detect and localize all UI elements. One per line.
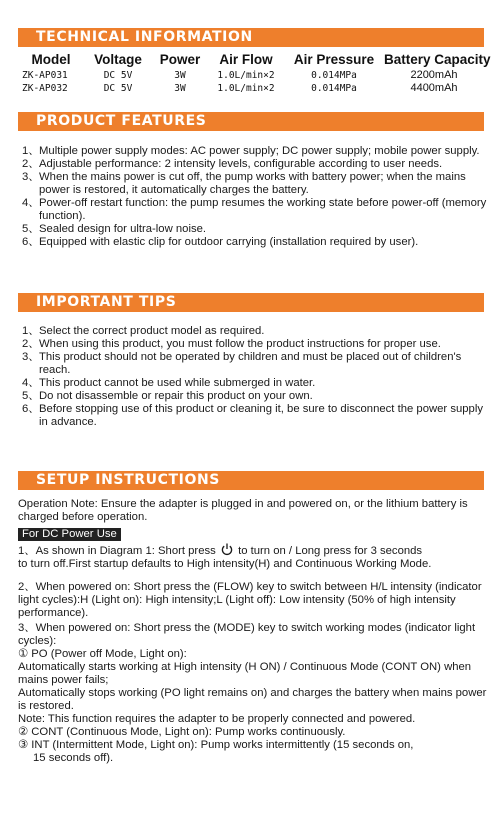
cell-model: ZK-AP032 (22, 83, 68, 94)
spec-table (18, 51, 491, 95)
cell-battery: 4400mAh (410, 82, 458, 94)
col-header: Air Flow (219, 52, 273, 67)
list-item: 5、Sealed design for ultra-low noise. (22, 223, 207, 235)
cell-battery: 2200mAh (410, 69, 458, 81)
list-item: 6、Equipped with elastic clip for outdoor carrying (installation required by user). (22, 236, 419, 248)
section-header-setup: SETUP INSTRUCTIONS (18, 471, 484, 490)
table-row (18, 82, 484, 95)
features-list (22, 145, 492, 249)
mode-po-line-1: Automatically starts working at High intensity (H ON) / Continuous Mode (CONT ON) when mains power fails; (18, 661, 472, 686)
tips-list (22, 325, 492, 429)
col-header: Model (31, 52, 71, 67)
cell-pressure: 0.014MPa (311, 83, 357, 94)
list-item: 1、Select the correct product model as required. (22, 325, 265, 337)
col-header: Power (159, 52, 201, 67)
setup-step-2: 2、When powered on: Short press the (FLOW) key to switch between H/L intensity (indicator light cycles):H (Light on): High intensity;L (Light off): Low intensity (50% of high intensity performance). (18, 581, 482, 619)
mode-int: ③ INT (Intermittent Mode, Light on): Pump works intermittently (15 seconds on, 15 seconds off). (18, 739, 414, 764)
dc-power-tag: For DC Power Use (18, 528, 121, 541)
power-icon (221, 543, 233, 556)
col-header: Battery Capacity (384, 52, 491, 67)
list-item: 3、This product should not be operated by children and must be placed out of children's reach. (22, 351, 462, 376)
mode-po-title: ① PO (Power off Mode, Light on): (18, 648, 187, 660)
list-item: 6、Before stopping use of this product or cleaning it, be sure to disconnect the power supply in advance. (22, 403, 483, 428)
section-header-features: PRODUCT FEATURES (18, 112, 484, 131)
mode-po-line-2: Automatically stops working (PO light remains on) and charges the battery when mains power is restored. (18, 687, 487, 712)
list-item: 2、When using this product, you must follow the product instructions for proper use. (22, 338, 441, 350)
cell-voltage: DC 5V (103, 83, 133, 94)
list-item: 3、When the mains power is cut off, the pump works with battery power; when the mains power is restored, it automatically charges the battery. (22, 171, 466, 196)
section-header-tips: IMPORTANT TIPS (18, 293, 484, 312)
cell-power: 3W (174, 70, 186, 81)
section-header-technical: TECHNICAL INFORMATION (18, 28, 484, 47)
list-item: 1、Multiple power supply modes: AC power supply; DC power supply; mobile power supply. (22, 145, 480, 157)
cell-power: 3W (174, 83, 186, 94)
spec-header-row (18, 51, 484, 69)
mode-cont: ② CONT (Continuous Mode, Light on): Pump works continuously. (18, 726, 346, 738)
setup-step-3: 3、When powered on: Short press the (MODE) key to switch working modes (indicator light cycles): (18, 622, 476, 647)
list-item: 4、Power-off restart function: the pump resumes the working state before power-off (memory function). (22, 197, 487, 222)
cell-pressure: 0.014MPa (311, 70, 357, 81)
col-header: Air Pressure (293, 52, 375, 67)
table-row (18, 69, 484, 82)
list-item: 4、This product cannot be used while submerged in water. (22, 377, 316, 389)
setup-step-1: 1、As shown in Diagram 1: Short press to turn on / Long press for 3 seconds to turn off.First startup defaults to High intensity(H) and Continuous Working Mode. (18, 545, 432, 570)
col-header: Voltage (94, 52, 142, 67)
cell-airflow: 1.0L/min×2 (217, 83, 275, 94)
cell-airflow: 1.0L/min×2 (217, 70, 275, 81)
list-item: 2、Adjustable performance: 2 intensity levels, configurable according to user needs. (22, 158, 443, 170)
list-item: 5、Do not disassemble or repair this product on your own. (22, 390, 313, 402)
mode-po-note: Note: This function requires the adapter to be properly connected and powered. (18, 713, 416, 725)
operation-note: Operation Note: Ensure the adapter is plugged in and powered on, or the lithium battery is charged before operation. (18, 498, 468, 523)
cell-voltage: DC 5V (103, 70, 133, 81)
cell-model: ZK-AP031 (22, 70, 68, 81)
